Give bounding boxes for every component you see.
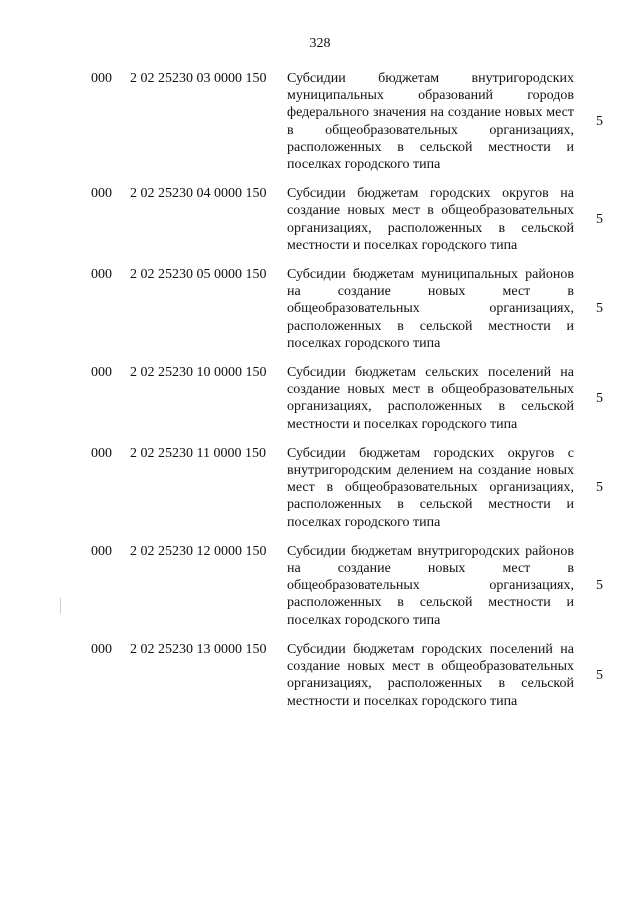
table-row bbox=[0, 641, 640, 710]
row-amount: 5 bbox=[596, 667, 603, 683]
table-row bbox=[0, 364, 640, 433]
row-amount: 5 bbox=[596, 480, 603, 496]
classification-code: 2 02 25230 13 0000 150 bbox=[130, 641, 267, 657]
admin-code: 000 bbox=[91, 267, 112, 283]
classification-code: 2 02 25230 10 0000 150 bbox=[130, 365, 267, 381]
table-row bbox=[0, 445, 640, 531]
classification-code: 2 02 25230 04 0000 150 bbox=[130, 186, 267, 202]
row-description: Субсидии бюджетам внутригородских районов на создание новых мест в общеобразовательных организациях, расположенных в сельской местности и поселках городского типа bbox=[287, 543, 574, 628]
admin-code: 000 bbox=[91, 641, 112, 657]
row-amount: 5 bbox=[596, 578, 603, 594]
admin-code: 000 bbox=[91, 186, 112, 202]
admin-code: 000 bbox=[91, 445, 112, 461]
classification-code: 2 02 25230 12 0000 150 bbox=[130, 543, 267, 559]
admin-code: 000 bbox=[91, 71, 112, 86]
table-row bbox=[0, 70, 640, 173]
row-amount: 5 bbox=[596, 114, 603, 129]
row-description: Субсидии бюджетам городских поселений на создание новых мест в общеобразовательных организациях, расположенных в сельской местности и поселках городского типа bbox=[287, 641, 574, 709]
row-description: Субсидии бюджетам сельских поселений на создание новых мест в общеобразовательных организациях, расположенных в сельской местности и поселках городского типа bbox=[287, 365, 574, 432]
table-row bbox=[0, 185, 640, 254]
admin-code: 000 bbox=[91, 365, 112, 381]
row-amount: 5 bbox=[596, 390, 603, 406]
row-description: Субсидии бюджетам городских округов на создание новых мест в общеобразовательных организациях, расположенных в сельской местности и поселках городского типа bbox=[287, 186, 574, 253]
classification-code: 2 02 25230 05 0000 150 bbox=[130, 267, 267, 283]
row-description: Субсидии бюджетам муниципальных районов на создание новых мест в общеобразовательных организациях, расположенных в сельской местности и поселках городского типа bbox=[287, 267, 574, 351]
table-row bbox=[0, 543, 640, 629]
row-description: Субсидии бюджетам городских округов с внутригородским делением на создание новых мест в общеобразовательных организациях, расположенных в сельской местности и поселках городского типа bbox=[287, 445, 574, 530]
admin-code: 000 bbox=[91, 543, 112, 559]
classification-code: 2 02 25230 11 0000 150 bbox=[130, 445, 266, 461]
page-number: 328 bbox=[309, 36, 331, 51]
budget-classification-table bbox=[0, 70, 640, 722]
table-row bbox=[0, 266, 640, 352]
classification-code: 2 02 25230 03 0000 150 bbox=[130, 71, 267, 86]
row-amount: 5 bbox=[596, 212, 603, 228]
row-description: Субсидии бюджетам внутригородских муниципальных образований городов федерального значения на создание новых мест в общеобразовательных организациях, расположенных в сельской местности и поселках городского типа bbox=[287, 71, 574, 173]
row-amount: 5 bbox=[596, 301, 603, 317]
